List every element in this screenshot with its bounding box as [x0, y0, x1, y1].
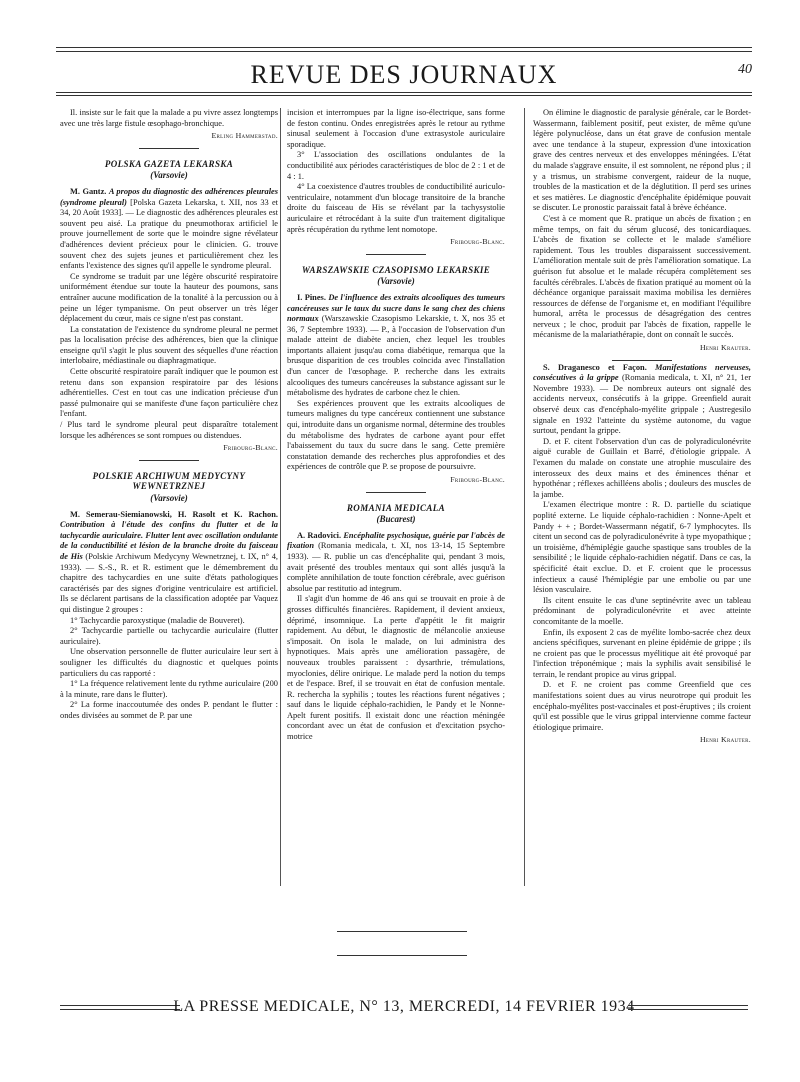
- end-rule-2: [337, 955, 467, 956]
- paragraph: On élimine le diagnostic de paralysie générale, car le Bordet-Wassermann, faiblement positif, peut exister, de même qu'une légère polynucléose, dans un état grave de confusion mentale avec une tendance à la stupeur, expression d'une intoxication grave des centres nerveux et des enveloppes méningées. L'état du malade s'aggrave ensuite, il est somnolent, ne répond plus ; il y a trismus, un strabisme convergent, raideur de la nuque, troubles de la mastication et de la déglutition. Il perd ses urines et ses matières. Le diagnostic d'encéphalite épidémique pouvait se discuter. Le pronostic paraissait fatal à brève échéance.: [533, 108, 751, 213]
- footer-rule-right: [628, 1005, 748, 1010]
- paragraph: / Plus tard le syndrome pleural peut disparaître totalement lorsque les adhérences se sont rompues ou distendues.: [60, 420, 278, 440]
- article-body: (Polskie Archiwum Medycyny Wewnetrznej, t. IX, n° 4, 1933). — S.-S., R. et R. estiment que le démembrement du chapitre des tachycardies en une suite d'états pathologiques caractérisés par des signes d'origine ventriculaire est artificiel. Ils se déclarent partisans de la classification adoptée par Vaquez qui distingue 2 groupes :: [60, 551, 278, 614]
- intro-signature: Erling Hammerstad.: [211, 131, 278, 141]
- section-city: (Bucarest): [376, 514, 416, 525]
- paragraph: D. et F. ne croient pas comme Greenfield que ces manifestations soient dues au virus neurotrope qui produit les encéphalo-myélites post-vaccinales et post-éruptives ; ils croient qu'il est possible que le virus grippal intervienne comme facteur étiologique primaire.: [533, 680, 751, 732]
- paragraph: Cette obscurité respiratoire paraît indiquer que le poumon est retenu dans son expansion respiratoire par des lésions adhérentielles. C'est en tout cas une indication précieuse d'un passé pulmonaire qui se manifeste d'une façon particulière chez l'enfant.: [60, 367, 278, 419]
- paragraph: Ce syndrome se traduit par une légère obscurité respiratoire uniformément étendue sur toute la hauteur des poumons, sans entraîner aucune modification de la tonalité à la percussion ou à peine un léger tympanisme. On peut observer un très léger déplacement du cœur, mais ce signe n'est pas constant.: [60, 271, 278, 324]
- masthead-rule-2: [56, 95, 752, 96]
- section-separator: [612, 360, 672, 361]
- masthead-rule: [56, 92, 752, 93]
- article-author: M. Gantz.: [70, 186, 107, 196]
- article-body: (Romania medicala, t. XI, nos 13-14, 15 Septembre 1933). — R. publie un cas d'encéphalite qui, pendant 3 mois, avait présenté des troubles mentaux qui sont allés jusqu'à la complète annihilation de toute fonction cérébrale, avec guérison absolue par restitutio ad integrum.: [287, 541, 505, 593]
- paragraph: Enfin, ils exposent 2 cas de myélite lombo-sacrée chez deux anciens spécifiques, survenant en pleine épidémie de grippe ; ils ne croient pas que le processus myélitique ait été provoqué par l'infection tréponémique ; mais la syphilis avait sensibilisé le terrain, le rendant propice au virus grippal.: [533, 627, 751, 679]
- article-pines: [287, 293, 505, 399]
- section-separator: [366, 254, 426, 255]
- section-city: (Varsovie): [150, 493, 188, 503]
- article-title: A propos du diagnostic des adhérences pleurales (syndrome pleural): [60, 186, 279, 207]
- article-author: I. Pines.: [297, 292, 326, 302]
- section-title-romania-medicala: ROMANIA MEDICALA: [346, 502, 446, 513]
- column-divider-1: [280, 108, 281, 886]
- article-body: [Polska Gazeta Lekarska, t. XII, nos 33 et 34, 20 Août 1933]. — Le diagnostic des adhérences pleurales est souvent peu aisé. La pratique du pneumothorax artificiel le prouve journellement de sorte que le moindre signe révélateur d'adhérences devient précieux pour le clinicien. G. trouve souvent chez des sujets jeunes et particulièrement chez les enfants l'existence des signes qu'il appelle le syndrome pleural.: [60, 197, 278, 271]
- column-3: [533, 108, 751, 752]
- section-title-polskie-archiwum: POLSKIE ARCHIWUM MEDYCYNY WEWNETRZNEJ: [92, 470, 246, 492]
- article-author: M. Semerau-Siemianowski, H. Rasolt et K. Rachon.: [70, 509, 278, 519]
- article-signature: Henri Krauter.: [699, 735, 751, 745]
- paragraph: incision et interrompues par la ligne iso-électrique, sans forme de feston continu. Ondes enregistrées après le retour au rythme sinusal seulement à l'occasion d'une extrasystole auriculaire sporadique.: [287, 108, 505, 149]
- journal-title: REVUE DES JOURNAUX: [250, 60, 558, 89]
- paragraph: Ses expériences prouvent que les extraits alcooliques de tumeurs malignes du type cancéreux contiennent une substance qui, introduite dans un organisme normal, détermine des troubles du métabolisme des hydrates de carbone ayant pour effet l'abaissement du taux du sucre dans le sang. Cette première constatation demande des recherches plus approfondies et des expériences de contrôle que P. se propose de poursuivre.: [287, 398, 506, 472]
- section-separator: [366, 492, 426, 493]
- paragraph: L'examen électrique montre : R. D. partielle du sciatique poplité externe. Le liquide céphalo-rachidien : Nonne-Apelt et Pandy + + ; Bordet-Wassermann négatif, 6-7 lymphocytes. Ils citent un second cas de polyradiculonévrite à type myopathique ; un troisième, d'hémiplégie gauche spastique sans troubles de la sensibilité ; le liquide céphalo-rachidien négatif. Dans ce cas, la spécificité était exclue. D. et F. croient que le processus infectieux a causé l'hémiplégie par une embolie ou par une lésion vasculaire.: [533, 500, 751, 595]
- intro-paragraph: Il. insiste sur le fait que la malade a pu vivre assez longtemps avec une très large fistule œsophago-bronchique.: [60, 108, 278, 128]
- paragraph: D. et F. citent l'observation d'un cas de polyradiculonévrite aiguë curable de Guillain et Barré, d'étiologie grippale. A l'examen du malade on constate une atrophie musculaire des interosseux des deux mains et des éminences thénar et hypothénar ; réflexes achilléens abolis ; douleurs des muscles de la jambe.: [533, 436, 751, 499]
- page-number: 40: [738, 62, 752, 77]
- section-city: (Varsovie): [150, 170, 188, 181]
- article-title: Contribution à l'étude des confins du flutter et de la tachycardie auriculaire. Flutter lent avec oscillation ondulante de la conductibilité et lésion de la branche droite du faisceau de His: [60, 520, 278, 561]
- article-body: (Warszawskie Czasopismo Lekarskie, t. X, nos 35 et 36, 7 Septembre 1933). — P., à l'occasion de l'observation d'un malade atteint de diabète ancien, chez lequel les troubles importants allaient jusqu'au coma diabétique, remarqua que la brusque disparition de ces troubles coïncida avec l'installation d'un cancer de l'œsophage. P. recherche dans les extraits alcooliques des tumeurs cancéreuses la substance agissant sur le métabolisme des hydrates de carbone chez le chien.: [287, 314, 506, 398]
- list-item: 1° Tachycardie paroxystique (maladie de Bouveret).: [70, 615, 245, 625]
- column-2: [287, 108, 505, 743]
- article-title: Manifestations nerveuses, consécutives à la grippe: [533, 362, 751, 383]
- article-author: S. Draganesco et Façon.: [543, 362, 647, 372]
- list-item: 2° La forme inaccoutumée des ondes P. pendant le flutter : ondes divisées au sommet de P. par une: [60, 700, 278, 720]
- article-title: De l'influence des extraits alcooliques des tumeurs cancéreuses sur le taux du sucre dans le sang chez des chiens normaux: [287, 292, 506, 324]
- paragraph: C'est à ce moment que R. pratique un abcès de fixation ; en même temps, on fait du sérum glucosé, des tonicardiaques. L'abcès de fixation se collecte et le malade s'améliore rapidement. Tous les troubles disparaissent successivement. L'amélioration mentale suit de près l'amélioration somatique. La guérison fut absolue et le malade récupéra complètement ses facultés cérébrales. L'abcès de fixation pratiqué au moment où la déchéance organique paraissait maxima mobilisa les dernières ressources de défense de l'organisme et, en modifiant l'équilibre humoral, arrêta le processus de désagrégation des centres nerveux ; le choc, produit par l'abcès de fixation, rappelle le mécanisme de la malariathérapie, dont on connaît le succès.: [533, 213, 751, 340]
- footer: [56, 996, 752, 1018]
- section-title-warszawskie: WARSZAWSKIE CZASOPISMO LEKARSKIE: [301, 264, 491, 275]
- section-city: (Varsovie): [377, 276, 415, 287]
- column-1: [60, 108, 278, 721]
- list-item: 2° Tachycardie partielle ou tachycardie auriculaire (flutter auriculaire).: [60, 626, 278, 646]
- footer-text: LA PRESSE MEDICALE, N° 13, MERCREDI, 14 FEVRIER 1934: [173, 998, 635, 1015]
- section-separator: [139, 148, 199, 149]
- section-title-polska-gazeta: POLSKA GAZETA LEKARSKA: [104, 158, 234, 169]
- end-rule: [337, 931, 467, 932]
- paragraph: Il s'agit d'un homme de 46 ans qui se trouvait en proie à de grosses difficultés financières. Rapidement, il devient anxieux, déprimé, insomnique. La perte d'appétit le fit maigrir rapidement. Au début, le diagnostic de mélancolie anxieuse s'imposait. On isola le malade, on lui administra des hypnotiques. Mais après une amélioration passagère, de nouveaux troubles paraissent : dysarthrie, trémulations, myoclonies, délire onirique. Le malade perd la notion du temps et de l'espace. Bref, il se trouvait en état de confusion mentale. R. rechercha la syphilis ; toutes les réactions furent négatives ; sauf dans le liquide céphalo-rachidien, le Pandy et le Nonne-Apelt furent positifs. Il existait donc une réaction méningée concordant avec un état de confusion et d'excitation psycho-motrice: [287, 594, 505, 742]
- paragraph: La constatation de l'existence du syndrome pleural ne permet pas la localisation précise des adhérences, bien que la clinique enseigne qu'il s'agit le plus souvent des séquelles d'une réaction interlobaire, médiastinale ou diaphragmatique.: [60, 324, 278, 366]
- article-draganesco: [533, 363, 751, 437]
- list-item: 4° La coexistence d'autres troubles de conductibilité auriculo-ventriculaire, notamment d'un blocage transitoire de la branche droite du faisceau de His se révélant par la tachysystolie auriculaire et rétrocédant à la suite d'un traitement digitalique après récupération du rythme lent nomotope.: [287, 182, 505, 234]
- article-semerau: [60, 510, 278, 616]
- list-item: 3° L'association des oscillations ondulantes de la conductibilité aux périodes caractéristiques de bloc de 2 : 1 et de 4 : 1.: [287, 150, 505, 181]
- top-double-rule: [56, 47, 752, 52]
- paragraph: Ils citent ensuite le cas d'une septinévrite avec un tableau prédominant de polyradiculonévrite et avec atteinte concomitante de la moelle.: [533, 595, 751, 626]
- article-title: Encéphalite psychosique, guérie par l'abcès de fixation: [287, 530, 505, 551]
- column-divider-2: [524, 108, 525, 886]
- article-signature: Fribourg-Blanc.: [450, 475, 505, 484]
- article-signature: Henri Krauter.: [699, 343, 751, 353]
- article-gantz: [60, 187, 278, 272]
- article-radovici: [287, 531, 505, 595]
- article-body: (Romania medicala, t. XI, n° 21, 1er Novembre 1933). — De nombreux auteurs ont signalé des accidents nerveux, consécutifs à la grippe. Greenfield aurait observé deux cas d'encéphalo-myélite grippale ; Austregesilo signale en 1932 l'atteinte du système autonome, du vague surtout, pendant la grippe.: [533, 373, 751, 436]
- section-separator: [139, 460, 199, 461]
- article-author: A. Radovici.: [297, 530, 342, 540]
- list-item: 1° La fréquence relativement lente du rythme auriculaire (200 à la minute, rare dans le flutter).: [60, 679, 278, 699]
- masthead: [56, 60, 752, 90]
- paragraph: Une observation personnelle de flutter auriculaire leur sert à souligner les difficultés du diagnostic et quelques points particuliers du cas rapporté :: [60, 647, 278, 678]
- article-signature: Fribourg-Blanc.: [223, 443, 278, 453]
- article-signature: Fribourg-Blanc.: [450, 237, 505, 247]
